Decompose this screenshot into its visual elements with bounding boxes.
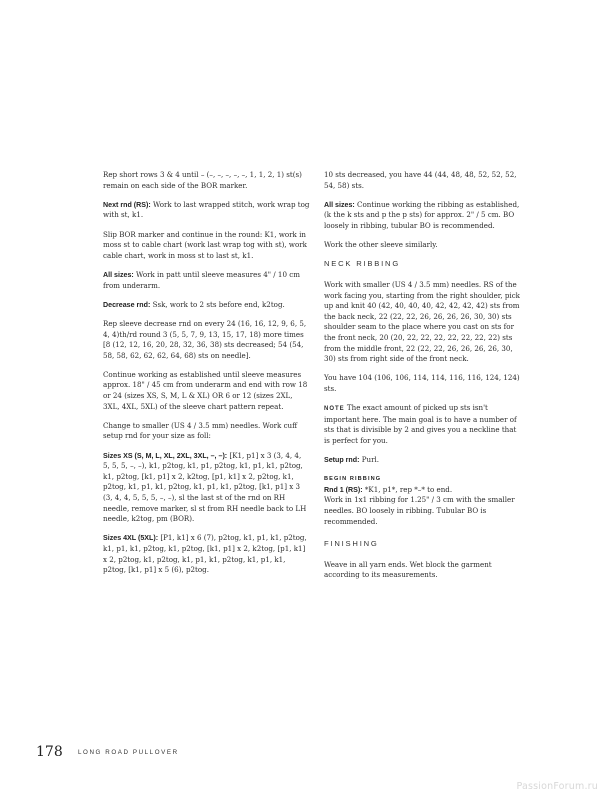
paragraph-continue-working: Continue working as established until sleeve measures approx. 18" / 45 cm from underarm and end with row 18 or 24 (sizes XS, S, M, L & XL) OR 6 or 12 (sizes 2XL, 3XL, 4XL, 5XL) of the sleeve chart pattern repeat. [103, 369, 308, 411]
paragraph-sts-decreased: 10 sts decreased, you have 44 (44, 48, 48, 52, 52, 52, 54, 58) sts. [324, 170, 517, 190]
watermark: PassionForum.ru [516, 781, 598, 792]
paragraph-note: NOTE The exact amount of picked up sts isn't important here. The main goal is to have a number of sts that is divisible by 2 and gives you a neckline that is perfect for you. [324, 403, 517, 445]
paragraph-sts-total: You have 104 (106, 106, 114, 114, 116, 116, 124, 124) sts. [324, 373, 520, 393]
paragraph-setup-rnd: Setup rnd: Purl. [324, 455, 379, 465]
running-head: LONG ROAD PULLOVER [78, 749, 179, 756]
left-column [103, 170, 310, 584]
paragraph-decrease-rnd: Decrease rnd: Ssk, work to 2 sts before end, k2tog. [103, 299, 285, 309]
heading-finishing: FINISHING [324, 539, 379, 549]
paragraph-sizes-4xl: Sizes 4XL (5XL): [P1, k1] x 6 (7), p2tog, k1, p1, k1, p2tog, k1, p1, k1, p2tog, k1, p2tog, [k1, p1] x 2, k2tog, [p1, k1] x 2, p2tog, k1, p2tog, k1, p1, k1, p2tog, k1, p1, k1, p2tog, [k1, p1] x 5 (6), p2tog. [103, 533, 307, 575]
paragraph-change-needles: Change to smaller (US 4 / 3.5 mm) needles. Work cuff setup rnd for your size as foll: [103, 420, 298, 441]
subheading-begin-ribbing: BEGIN RIBBING [324, 476, 382, 483]
paragraph-other-sleeve: Work the other sleeve similarly. [324, 240, 438, 250]
paragraph-all-sizes-sleeve: All sizes: Work in patt until sleeve measures 4" / 10 cm from underarm. [103, 269, 300, 290]
block-begin-ribbing: BEGIN RIBBING Rnd 1 (RS): *K1, p1*, rep *–* to end. Work in 1x1 ribbing for 1.25" / 3 cm with the smaller needles. BO loosely in ribbing. Tubular BO is recommended. [324, 474, 522, 527]
paragraph-short-rows: Rep short rows 3 & 4 until – (–, –, –, –, –, 1, 1, 2, 1) st(s) remain on each side of the BOR marker. [103, 170, 302, 190]
paragraph-slip-bor: Slip BOR marker and continue in the round: K1, work in moss st to cable chart (work last wrap tog with st), work cable chart, work in moss st to last st, k1. [103, 229, 307, 260]
paragraph-all-sizes-ribbing: All sizes: Continue working the ribbing as established, (k the k sts and p the p sts) for approx. 2" / 5 cm. BO loosely in ribbing, tubular BO is recommended. [324, 199, 520, 230]
heading-neck-ribbing: NECK RIBBING [324, 259, 401, 269]
paragraph-sizes-xs: Sizes XS (S, M, L, XL, 2XL, 3XL, –, –): [K1, p1] x 3 (3, 4, 4, 5, 5, 5, –, –), k1, p2tog, k1, p1, p2tog, k1, p1, k1, p2tog, k1, p2tog, [k1, p1] x 2, k2tog, [p1, k1] x 2, p2tog, k1, p2tog, k1, p1, k1, p2tog, k1, p1, k1, p2tog, [k1, p1] x 3 (3, 4, 4, 5, 5, 5, –, –), sl the last st of the rnd on RH needle, remove marker, sl st from RH needle back to LH needle, k2tog, pm (BOR). [103, 450, 307, 524]
paragraph-pick-up: Work with smaller (US 4 / 3.5 mm) needles. RS of the work facing you, starting from the right shoulder, pick up and knit 40 (42, 40, 40, 40, 42, 42, 42, 42) sts from the back neck, 22 (22, 22, 26, 26, 26, 26, 30, 30) sts shoulder seam to the place where you cast on sts for the front neck, 20 (20, 22, 22, 22, 22, 22, 22, 22) sts from the middle front, 22 (22, 22, 26, 26, 26, 26, 30, 30) sts from right side of the front neck. [324, 279, 520, 364]
page-number: 178 [36, 744, 63, 760]
right-column [324, 170, 522, 590]
paragraph-finishing: Weave in all yarn ends. Wet block the garment according to its measurements. [324, 559, 492, 580]
paragraph-rep-decrease: Rep sleeve decrease rnd on every 24 (16, 16, 12, 9, 6, 5, 4, 4)th/rd round 3 (5, 5, 7, 9, 13, 15, 17, 18) more times [8 (12, 12, 16, 20, 28, 32, 36, 38) sts decreased; 54 (54, 58, 58, 62, 62, 62, 64, 68) sts on needle]. [103, 318, 307, 360]
paragraph-next-rnd: Next rnd (RS): Work to last wrapped stitch, work wrap tog with st, k1. [103, 199, 310, 220]
